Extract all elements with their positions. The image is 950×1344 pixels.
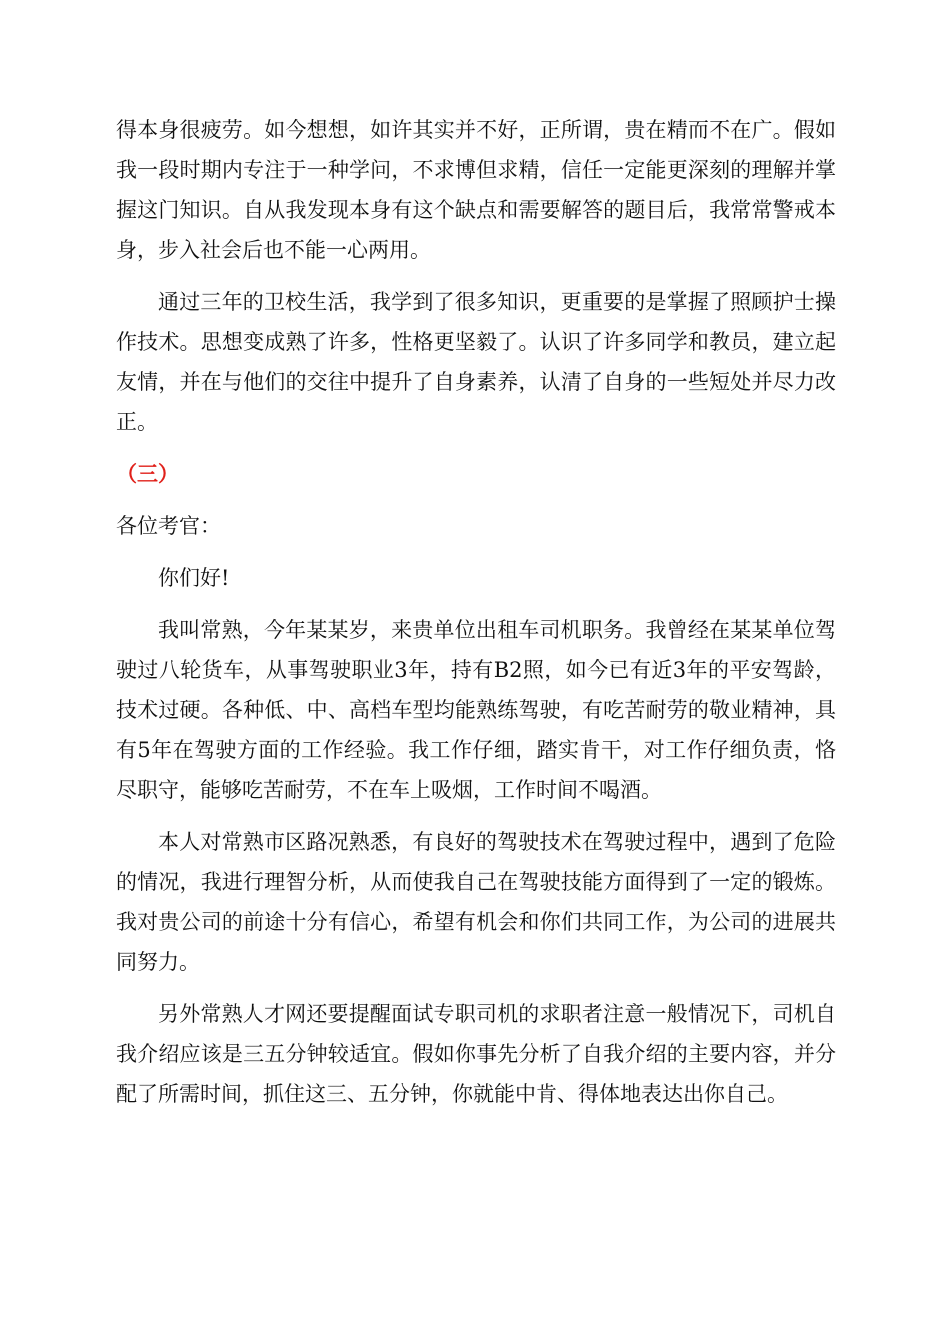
section-heading: （三） — [116, 462, 179, 486]
salutation: 各位考官： — [116, 514, 221, 538]
paragraph-introduction: 我叫常熟，今年某某岁，来贵单位出租车司机职务。我曾经在某某单位驾驶过八轮货车，从事驾驶职业3年，持有B2照，如今已有近3年的平安驾龄，技术过硬。各种低、中、高档车型均能熟练驾驶，有吃苦耐劳的敬业精神，具有5年在驾驶方面的工作经验。我工作仔细，踏实肯干，对工作仔细负责，恪尽职守，能够吃苦耐劳，不在车上吸烟，工作时间不喝酒。 — [116, 618, 836, 802]
paragraph-continued: 得本身很疲劳。如今想想，如许其实并不好，正所谓，贵在精而不在广。假如我一段时期内专注于一种学问，不求博但求精，信任一定能更深刻的理解并掌握这门知识。自从我发现本身有这个缺点和需要解答的题目后，我常常警戒本身，步入社会后也不能一心两用。 — [116, 118, 836, 262]
paragraph-nursing-school: 通过三年的卫校生活，我学到了很多知识，更重要的是掌握了照顾护士操作技术。思想变成熟了许多，性格更坚毅了。认识了许多同学和教员，建立起友情，并在与他们的交往中提升了自身素养，认清了自身的一些短处并尽力改正。 — [116, 290, 836, 434]
greeting: 你们好! — [158, 566, 230, 590]
paragraph-tips: 另外常熟人才网还要提醒面试专职司机的求职者注意一般情况下，司机自我介绍应该是三五分钟较适宜。假如你事先分析了自我介绍的主要内容，并分配了所需时间，抓住这三、五分钟，你就能中肯、得体地表达出你自己。 — [116, 1002, 836, 1106]
document-body — [116, 110, 836, 1126]
paragraph-road-knowledge: 本人对常熟市区路况熟悉，有良好的驾驶技术在驾驶过程中，遇到了危险的情况，我进行理智分析，从而使我自己在驾驶技能方面得到了一定的锻炼。我对贵公司的前途十分有信心，希望有机会和你们共同工作，为公司的进展共同努力。 — [116, 830, 836, 974]
